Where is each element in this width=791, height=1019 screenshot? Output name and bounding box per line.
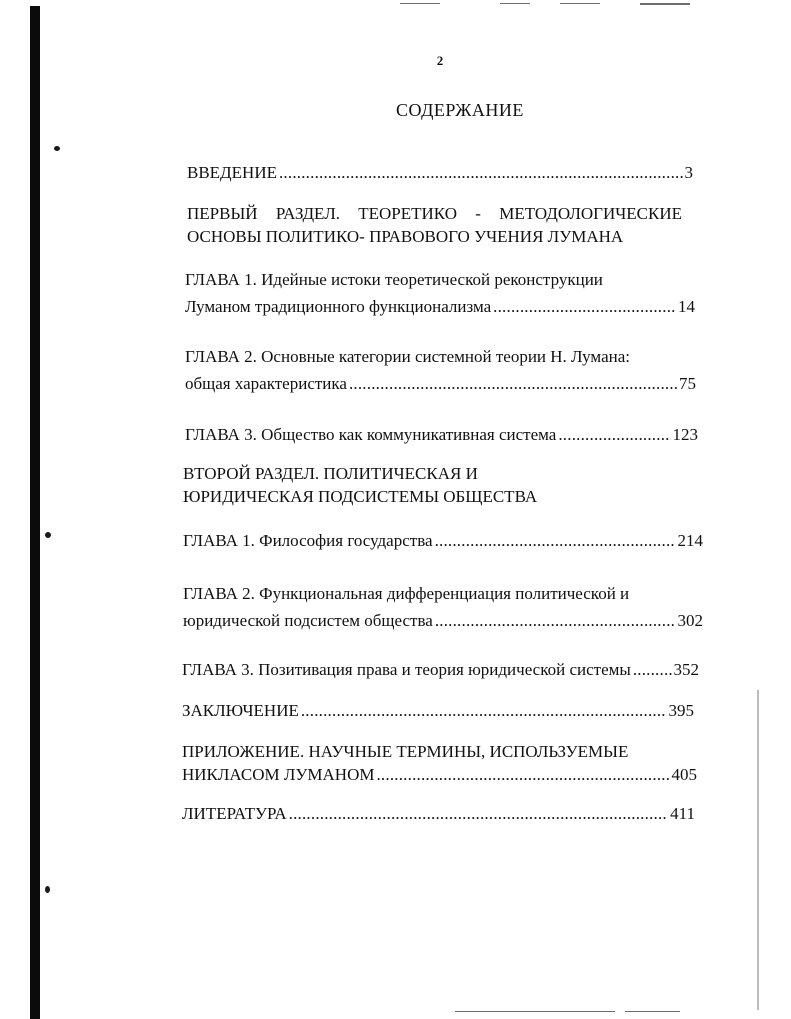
scan-speck — [45, 532, 51, 538]
dot-leader — [376, 763, 669, 786]
toc-entry-label: ГЛАВА 1. Идейные истоки теоретической реконструкции — [185, 270, 603, 289]
toc-page-number: 405 — [671, 765, 697, 784]
toc-page-number: 3 — [684, 163, 693, 182]
dot-leader — [633, 658, 672, 681]
toc-entry-conclusion[interactable] — [182, 699, 694, 722]
toc-page-number: 302 — [677, 611, 703, 630]
toc-entry-chapter[interactable] — [183, 580, 703, 634]
dot-leader — [289, 802, 669, 825]
scan-edge-line — [757, 690, 759, 1010]
toc-entry-chapter[interactable] — [182, 658, 699, 681]
dot-leader — [435, 607, 676, 634]
toc-entry-label: общая характеристика — [185, 374, 347, 393]
toc-entry-label: ВВЕДЕНИЕ — [187, 163, 277, 182]
toc-entry-chapter[interactable] — [185, 266, 695, 320]
dot-leader — [558, 423, 670, 446]
toc-entry-label: ГЛАВА 2. Основные категории системной теории Н. Лумана: — [185, 347, 630, 366]
toc-entry-label: ГЛАВА 3. Общество как коммуникативная система — [185, 425, 557, 444]
bottom-scan-rule — [455, 1011, 615, 1012]
toc-entry-chapter[interactable] — [183, 529, 703, 552]
toc-page-number: 214 — [677, 531, 703, 550]
toc-entry-label: юридической подсистем общества — [183, 611, 433, 630]
top-scan-rule — [560, 3, 600, 4]
toc-page-number: 14 — [678, 297, 695, 316]
toc-section-heading[interactable] — [183, 462, 603, 508]
bottom-scan-rule — [625, 1011, 680, 1012]
toc-entry-label: ГЛАВА 3. Позитивация права и теория юридической системы — [182, 660, 631, 679]
top-scan-rule — [640, 3, 690, 5]
toc-entry-chapter[interactable] — [185, 423, 698, 446]
toc-section-heading[interactable] — [187, 202, 682, 248]
dot-leader — [279, 161, 683, 184]
toc-entry-label: ПРИЛОЖЕНИЕ. НАУЧНЫЕ ТЕРМИНЫ, ИСПОЛЬЗУЕМЫЕ — [182, 742, 629, 761]
toc-section-line: ЮРИДИЧЕСКАЯ ПОДСИСТЕМЫ ОБЩЕСТВА — [183, 487, 538, 506]
page-number: 2 — [436, 53, 444, 68]
toc-page-number: 75 — [679, 374, 696, 393]
dot-leader — [435, 529, 676, 552]
toc-page-number: 395 — [668, 701, 694, 720]
toc-section-line: ВТОРОЙ РАЗДЕЛ. ПОЛИТИЧЕСКАЯ И — [183, 464, 478, 483]
toc-entry-label: ГЛАВА 1. Философия государства — [183, 531, 433, 550]
toc-section-line: ПЕРВЫЙ РАЗДЕЛ. ТЕОРЕТИКО - МЕТОДОЛОГИЧЕСКИЕ — [187, 204, 682, 223]
toc-entry-label: ЛИТЕРАТУРА — [182, 804, 287, 823]
toc-entry-literature[interactable] — [182, 802, 695, 825]
scan-speck — [54, 146, 60, 151]
toc-page-number: 352 — [673, 660, 699, 679]
scan-edge-bar — [30, 6, 40, 1019]
dot-leader — [493, 293, 676, 320]
scan-speck — [45, 886, 50, 893]
toc-entry-label: Луманом традиционного функционализма — [185, 297, 492, 316]
toc-entry-appendix[interactable] — [182, 740, 697, 786]
toc-page-number: 123 — [672, 425, 698, 444]
toc-entry-label: ГЛАВА 2. Функциональная дифференциация политической и — [183, 584, 630, 603]
toc-entry-label: НИКЛАСОМ ЛУМАНОМ — [182, 765, 375, 784]
dot-leader — [301, 699, 667, 722]
top-scan-rule — [500, 3, 530, 4]
toc-entry-intro[interactable] — [187, 161, 693, 184]
toc-entry-label: ЗАКЛЮЧЕНИЕ — [182, 701, 299, 720]
page-title: СОДЕРЖАНИЕ — [396, 100, 524, 120]
toc-entry-chapter[interactable] — [185, 343, 696, 397]
toc-section-line: ОСНОВЫ ПОЛИТИКО- ПРАВОВОГО УЧЕНИЯ ЛУМАНА — [187, 227, 624, 246]
top-scan-rule — [400, 3, 440, 4]
dot-leader — [349, 370, 677, 397]
toc-page-number: 411 — [670, 804, 695, 823]
